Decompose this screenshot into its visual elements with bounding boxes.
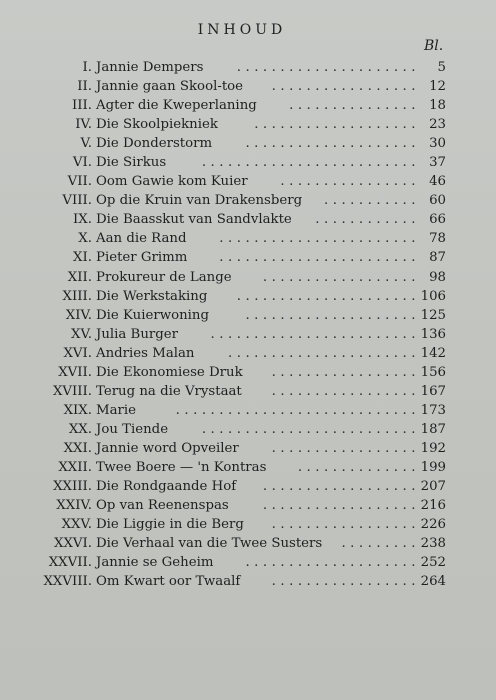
toc-entry <box>0 306 496 325</box>
page-number: 106 <box>420 288 446 304</box>
chapter-title: Marie <box>96 402 137 418</box>
page-number: 23 <box>429 117 446 133</box>
chapter-title: Oom Gawie kom Kuier <box>96 174 248 190</box>
toc-entry <box>0 134 496 153</box>
toc-entry <box>0 58 496 77</box>
toc-entry <box>0 325 496 344</box>
chapter-numeral: I. <box>82 60 92 75</box>
page-number: 216 <box>420 498 446 514</box>
chapter-title: Die Skoolpiekniek <box>96 117 218 133</box>
chapter-numeral: XXIII. <box>53 479 92 495</box>
page-number: 125 <box>420 307 446 323</box>
page-number: 187 <box>420 421 446 437</box>
chapter-numeral: XI. <box>73 250 92 266</box>
chapter-title: Pieter Grimm <box>96 250 188 266</box>
dot-leader: ............................ <box>175 402 420 418</box>
toc-entry <box>0 229 496 248</box>
chapter-title: Prokureur de Lange <box>96 269 232 285</box>
chapter-numeral: II. <box>77 79 92 95</box>
page-number: 142 <box>420 345 446 361</box>
chapter-numeral: XXVIII. <box>43 574 92 590</box>
page-number: 98 <box>429 269 446 285</box>
page-number: 136 <box>420 326 446 342</box>
toc-entry <box>0 287 496 306</box>
dot-leader: .................... <box>245 307 420 323</box>
dot-leader: ................. <box>271 440 420 456</box>
chapter-numeral: XXIV. <box>56 498 92 514</box>
chapter-numeral: XV. <box>71 326 92 342</box>
dot-leader: ............... <box>289 98 420 114</box>
dot-leader: ................. <box>271 364 420 380</box>
toc-entry <box>0 572 496 591</box>
chapter-numeral: VIII. <box>62 193 92 209</box>
chapter-title: Die Baasskut van Sandvlakte <box>96 212 292 228</box>
toc-entry <box>0 210 496 229</box>
dot-leader: ................... <box>254 117 420 133</box>
chapter-title: Op die Kruin van Drakensberg <box>96 193 303 209</box>
chapter-title: Julia Burger <box>96 326 178 342</box>
dot-leader: ................. <box>271 383 420 399</box>
toc-entry <box>0 153 496 172</box>
chapter-title: Die Verhaal van die Twee Susters <box>96 536 323 552</box>
dot-leader: .................. <box>262 479 420 495</box>
toc-entry <box>0 363 496 382</box>
toc-entry <box>0 96 496 115</box>
page-number: 264 <box>420 574 446 590</box>
page-number: 167 <box>420 383 446 399</box>
page-number: 5 <box>437 60 446 75</box>
toc-entry <box>0 172 496 191</box>
table-of-contents <box>0 58 496 591</box>
page-number: 252 <box>420 555 446 571</box>
chapter-title: Andries Malan <box>96 345 195 361</box>
chapter-title: Om Kwart oor Twaalf <box>96 574 241 590</box>
chapter-title: Agter die Kweperlaning <box>96 98 257 114</box>
page-number: 18 <box>429 98 446 114</box>
chapter-numeral: XVIII. <box>52 383 92 399</box>
dot-leader: ................. <box>271 574 420 590</box>
chapter-numeral: XVII. <box>58 364 92 380</box>
chapter-title: Terug na die Vrystaat <box>96 383 242 399</box>
contents-heading: INHOUD <box>197 22 287 38</box>
dot-leader: ................. <box>271 79 420 95</box>
toc-entry <box>0 458 496 477</box>
page-number: 192 <box>420 440 446 456</box>
toc-entry <box>0 115 496 134</box>
chapter-title: Die Sirkus <box>96 155 167 171</box>
dot-leader: ................ <box>280 174 420 190</box>
chapter-numeral: XX. <box>68 421 92 437</box>
dot-leader: ...................... <box>228 345 420 361</box>
dot-leader: .............. <box>297 459 420 475</box>
chapter-title: Die Donderstorm <box>96 136 213 152</box>
page-number: 30 <box>429 136 446 152</box>
chapter-title: Jannie gaan Skool-toe <box>96 79 244 95</box>
dot-leader: ........................ <box>210 326 420 342</box>
chapter-numeral: XVI. <box>63 345 92 361</box>
toc-entry <box>0 515 496 534</box>
chapter-title: Aan die Rand <box>96 231 187 247</box>
dot-leader: ....................... <box>219 231 420 247</box>
toc-entry <box>0 344 496 363</box>
chapter-title: Jannie se Geheim <box>96 555 214 571</box>
page-number: 173 <box>420 402 446 418</box>
chapter-numeral: XII. <box>67 269 92 285</box>
chapter-numeral: XIV. <box>65 307 92 323</box>
chapter-title: Die Werkstaking <box>96 288 208 304</box>
chapter-numeral: VII. <box>67 174 92 190</box>
chapter-title: Die Ekonomiese Druk <box>96 364 243 380</box>
dot-leader: ..................... <box>236 288 420 304</box>
dot-leader: ................. <box>271 517 420 533</box>
page-number: 37 <box>429 155 446 171</box>
toc-entry <box>0 382 496 401</box>
chapter-numeral: IV. <box>75 117 92 133</box>
chapter-title: Jou Tiende <box>96 421 169 437</box>
page-number: 207 <box>420 479 446 495</box>
dot-leader: ....................... <box>219 250 420 266</box>
chapter-title: Jannie Dempers <box>96 60 204 75</box>
toc-entry <box>0 553 496 572</box>
toc-entry <box>0 248 496 267</box>
dot-leader: .................. <box>262 269 420 285</box>
dot-leader: ............ <box>315 212 420 228</box>
chapter-numeral: III. <box>72 98 92 114</box>
toc-entry <box>0 534 496 553</box>
page-number: 12 <box>429 79 446 95</box>
dot-leader: .................... <box>245 136 420 152</box>
chapter-title: Twee Boere — 'n Kontras <box>96 459 267 475</box>
chapter-numeral: XXVI. <box>53 536 92 552</box>
dot-leader: .................... <box>245 555 420 571</box>
page-number: 60 <box>429 193 446 209</box>
toc-entry <box>0 268 496 287</box>
page-number: 66 <box>429 212 446 228</box>
page-number: 156 <box>420 364 446 380</box>
chapter-numeral: XXI. <box>63 440 92 456</box>
dot-leader: ......... <box>341 536 420 552</box>
page-number: 46 <box>429 174 446 190</box>
toc-entry <box>0 496 496 515</box>
chapter-numeral: XXV. <box>61 517 92 533</box>
dot-leader: ......................... <box>201 155 420 171</box>
dot-leader: ..................... <box>236 60 420 75</box>
chapter-title: Die Rondgaande Hof <box>96 479 237 495</box>
chapter-numeral: VI. <box>72 155 92 171</box>
chapter-numeral: IX. <box>73 212 92 228</box>
toc-entry <box>0 420 496 439</box>
chapter-numeral: X. <box>78 231 92 247</box>
dot-leader: ......................... <box>201 421 420 437</box>
chapter-numeral: V. <box>80 136 92 152</box>
dot-leader: ........... <box>324 193 420 209</box>
chapter-title: Jannie word Opveiler <box>96 440 239 456</box>
toc-entry <box>0 439 496 458</box>
page-number: 238 <box>420 536 446 552</box>
toc-entry <box>0 477 496 496</box>
dot-leader: .................. <box>262 498 420 514</box>
toc-entry <box>0 401 496 420</box>
page-number: 199 <box>420 459 446 475</box>
chapter-numeral: XXVII. <box>48 555 92 571</box>
toc-entry <box>0 77 496 96</box>
page-number: 78 <box>429 231 446 247</box>
page-number: 226 <box>420 517 446 533</box>
chapter-numeral: XXII. <box>58 459 92 475</box>
chapter-title: Die Kuierwoning <box>96 307 209 323</box>
chapter-title: Op van Reenenspas <box>96 498 229 514</box>
page-column-label: Bl. <box>424 38 444 54</box>
chapter-title: Die Liggie in die Berg <box>96 517 244 533</box>
page-number: 87 <box>429 250 446 266</box>
chapter-numeral: XIII. <box>62 288 92 304</box>
toc-entry <box>0 191 496 210</box>
chapter-numeral: XIX. <box>63 402 92 418</box>
